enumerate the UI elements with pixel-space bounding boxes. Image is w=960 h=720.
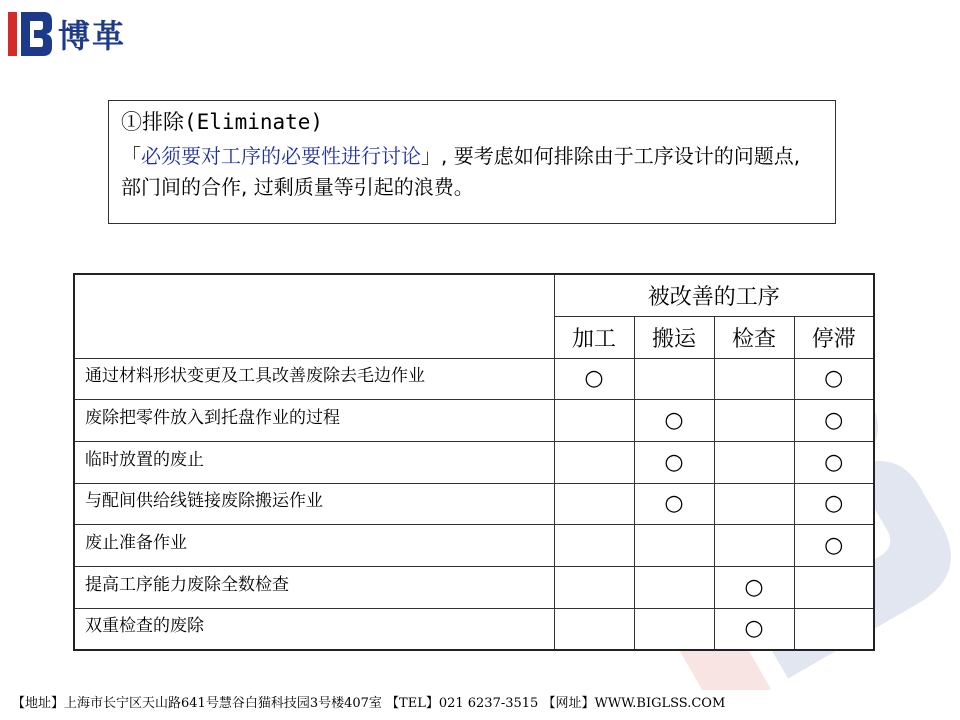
table-row	[74, 441, 874, 483]
mark-cell: ○	[554, 358, 634, 400]
table-row	[74, 358, 874, 400]
row-label: 废止准备作业	[74, 525, 554, 567]
row-label: 临时放置的废止	[74, 441, 554, 483]
description-suffix: 」, 要考虑如何排除由于工序设计的问题点, 部门间的合作, 过剩质量等引起的浪费。	[121, 144, 801, 199]
mark-cell: ○	[794, 358, 874, 400]
mark-cell	[554, 400, 634, 442]
table-row	[74, 608, 874, 650]
mark-cell	[714, 400, 794, 442]
mark-cell: ○	[714, 566, 794, 608]
group-header-improved-process: 被改善的工序	[554, 274, 874, 316]
table-row	[74, 400, 874, 442]
mark-cell	[554, 483, 634, 525]
mark-cell	[634, 566, 714, 608]
table-row	[74, 483, 874, 525]
row-label: 与配间供给线链接废除搬运作业	[74, 483, 554, 525]
table-row	[74, 566, 874, 608]
mark-cell	[714, 358, 794, 400]
table-corner-cell	[74, 274, 554, 358]
description-prefix: 「	[121, 144, 141, 168]
improvement-table	[73, 273, 875, 651]
mark-cell: ○	[634, 400, 714, 442]
row-label: 废除把零件放入到托盘作业的过程	[74, 400, 554, 442]
description-highlight: 必须要对工序的必要性进行讨论	[141, 144, 421, 168]
column-header-processing: 加工	[554, 316, 634, 358]
section-description	[121, 141, 825, 203]
mark-cell	[634, 608, 714, 650]
mark-cell: ○	[634, 441, 714, 483]
mark-cell	[554, 525, 634, 567]
mark-cell: ○	[714, 608, 794, 650]
logo-text: 博革	[58, 17, 127, 55]
column-header-transport: 搬运	[634, 316, 714, 358]
mark-cell	[554, 441, 634, 483]
column-header-stagnation: 停滞	[794, 316, 874, 358]
footer-contact-info: 【地址】上海市长宁区天山路641号慧谷白猫科技园3号楼407室 【TEL】021 6237-3515 【网址】WWW.BIGLSS.COM	[12, 696, 726, 711]
row-label: 提高工序能力废除全数检查	[74, 566, 554, 608]
mark-cell	[634, 525, 714, 567]
mark-cell: ○	[794, 525, 874, 567]
mark-cell	[554, 608, 634, 650]
table-row	[74, 525, 874, 567]
logo-mark-icon	[8, 12, 52, 56]
mark-cell	[714, 525, 794, 567]
mark-cell	[554, 566, 634, 608]
mark-cell	[714, 441, 794, 483]
eliminate-info-box	[108, 100, 836, 224]
mark-cell: ○	[794, 441, 874, 483]
mark-cell	[794, 608, 874, 650]
mark-cell: ○	[794, 400, 874, 442]
mark-cell	[794, 566, 874, 608]
column-header-inspection: 检查	[714, 316, 794, 358]
row-label: 通过材料形状变更及工具改善废除去毛边作业	[74, 358, 554, 400]
row-label: 双重检查的废除	[74, 608, 554, 650]
mark-cell	[634, 358, 714, 400]
mark-cell: ○	[794, 483, 874, 525]
company-logo	[8, 10, 126, 58]
mark-cell: ○	[634, 483, 714, 525]
mark-cell	[714, 483, 794, 525]
section-title: ①排除(Eliminate)	[121, 110, 324, 134]
